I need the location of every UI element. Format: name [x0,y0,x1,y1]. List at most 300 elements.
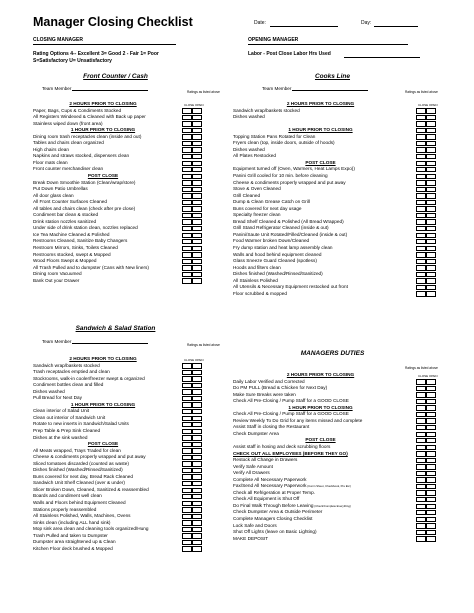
checklist-item-text: Glass Sneeze Guard Cleaned (spotless) [233,258,317,264]
close-rating-box[interactable] [182,488,192,493]
open-rating-box[interactable] [426,490,436,495]
close-rating-box[interactable] [416,504,426,509]
open-rating-box[interactable] [426,141,436,146]
close-rating-box[interactable] [182,141,192,146]
close-rating-box[interactable] [182,121,192,126]
close-rating-box[interactable] [182,134,192,139]
open-rating-box[interactable] [426,154,436,159]
open-rating-box[interactable] [192,128,202,133]
rating-boxes [182,233,202,238]
close-rating-box[interactable] [416,278,426,283]
rating-boxes [416,399,436,404]
checklist-item-text: Put Down Patio Umbrellas [33,186,88,192]
close-rating-box[interactable] [416,471,426,476]
open-rating-box[interactable] [192,488,202,493]
open-rating-box[interactable] [426,206,436,211]
rating-boxes [182,134,202,139]
close-rating-box[interactable] [182,514,192,519]
open-rating-box[interactable] [426,239,436,244]
close-rating-box[interactable] [182,474,192,479]
close-rating-box[interactable] [416,121,426,126]
close-rating-box[interactable] [416,239,426,244]
close-rating-box[interactable] [182,461,192,466]
open-rating-box[interactable] [192,259,202,264]
rating-boxes [182,514,202,519]
open-rating-box[interactable] [192,134,202,139]
open-rating-box[interactable] [192,376,202,381]
open-rating-box[interactable] [192,252,202,257]
open-rating-box[interactable] [192,154,202,159]
open-rating-box[interactable] [426,121,436,126]
open-rating-box[interactable] [426,405,436,410]
rating-boxes [182,507,202,512]
open-rating-box[interactable] [426,445,436,450]
close-rating-box[interactable] [182,442,192,447]
open-rating-box[interactable] [192,121,202,126]
close-rating-box[interactable] [182,422,192,427]
team-member-field[interactable] [292,90,368,91]
close-rating-box[interactable] [182,180,192,185]
checklist-item-text: Pull Bread for Next Day [33,395,82,401]
open-rating-box[interactable] [192,219,202,224]
checklist-item-text: 1 HOUR PRIOR TO CLOSING [288,127,353,133]
close-rating-box[interactable] [182,455,192,460]
rating-boxes [182,520,202,525]
close-rating-box[interactable] [182,501,192,506]
rating-boxes [182,448,202,453]
checklist-item-text: Bank Out your Drawer [33,277,80,283]
checklist-item-text: Dumpster area straightened up & Clean [33,539,116,545]
checklist-item-text: Paper, Bags, Cups & Condiments Stocked [33,107,122,113]
close-rating-box[interactable] [416,246,426,251]
open-rating-box[interactable] [192,147,202,152]
close-rating-box[interactable] [416,523,426,528]
close-rating-box[interactable] [182,187,192,192]
close-rating-box[interactable] [182,507,192,512]
close-rating-box[interactable] [416,272,426,277]
open-rating-box[interactable] [192,115,202,120]
rating-boxes [182,409,202,414]
open-rating-box[interactable] [192,527,202,532]
checklist-item-text: Dishes finished (Washed/Rinsed/Sanitized) [33,467,123,473]
close-rating-box[interactable] [416,425,426,430]
close-rating-box[interactable] [416,128,426,133]
close-rating-box[interactable] [416,161,426,166]
open-rating-box[interactable] [426,252,436,257]
team-member-label: Team Member [42,86,72,91]
checklist-item-text: Prep Table & Prep Sink Cleaned [33,428,101,434]
checklist-item-text: Dishes washed [233,146,265,152]
close-rating-box[interactable] [416,536,426,541]
close-rating-box[interactable] [416,134,426,139]
labor-field[interactable] [344,57,420,58]
open-rating-box[interactable] [192,442,202,447]
open-rating-box[interactable] [426,187,436,192]
close-rating-box[interactable] [182,193,192,198]
close-rating-box[interactable] [182,409,192,414]
close-rating-box[interactable] [182,396,192,401]
close-rating-box[interactable] [182,494,192,499]
open-rating-box[interactable] [192,246,202,251]
close-open-header: CLOSE OPEN [184,102,204,107]
open-rating-box[interactable] [192,540,202,545]
open-rating-box[interactable] [426,272,436,277]
close-rating-box[interactable] [416,405,426,410]
open-rating-box[interactable] [192,174,202,179]
close-rating-box[interactable] [416,484,426,489]
rating-options-line2: S=Satisfactory U= Unsatisfactory [33,58,112,64]
checklist-item-text: Sinks clean (including ALL hand sink) [33,519,111,525]
close-rating-box[interactable] [416,517,426,522]
close-rating-box[interactable] [416,392,426,397]
close-rating-box[interactable] [416,265,426,270]
open-rating-box[interactable] [192,435,202,440]
checklist-item-text: Food Warmer broken Down/Cleaned [233,238,310,244]
open-rating-box[interactable] [192,402,202,407]
rating-boxes [182,252,202,257]
close-rating-box[interactable] [182,402,192,407]
close-rating-box[interactable] [182,481,192,486]
close-rating-box[interactable] [182,435,192,440]
close-rating-box[interactable] [416,115,426,120]
open-rating-box[interactable] [192,370,202,375]
open-rating-box[interactable] [426,291,436,296]
close-rating-box[interactable] [416,379,426,384]
close-rating-box[interactable] [416,187,426,192]
checklist-item-text: Walls and Floors behind Equipment Cleaned [33,500,126,506]
open-rating-box[interactable] [192,474,202,479]
close-rating-box[interactable] [182,161,192,166]
open-rating-box[interactable] [192,272,202,277]
close-rating-box[interactable] [416,259,426,264]
open-rating-box[interactable] [426,278,436,283]
open-rating-box[interactable] [426,432,436,437]
open-rating-box[interactable] [426,115,436,120]
close-rating-box[interactable] [416,174,426,179]
open-rating-box[interactable] [426,484,436,489]
open-rating-box[interactable] [192,533,202,538]
close-rating-box[interactable] [416,291,426,296]
open-rating-box[interactable] [192,520,202,525]
close-rating-box[interactable] [182,206,192,211]
close-rating-box[interactable] [182,370,192,375]
close-rating-box[interactable] [416,233,426,238]
open-rating-box[interactable] [426,425,436,430]
rating-boxes [416,259,436,264]
rating-boxes [182,402,202,407]
team-member-field[interactable] [72,90,148,91]
close-rating-box[interactable] [416,180,426,185]
open-rating-box[interactable] [192,481,202,486]
sandwich-team-member [42,339,71,344]
close-rating-box[interactable] [416,213,426,218]
open-rating-box[interactable] [426,386,436,391]
open-rating-box[interactable] [192,265,202,270]
rating-boxes [182,461,202,466]
team-member-label: Team Member [262,86,292,91]
closing-manager-field[interactable] [33,44,176,45]
open-rating-box[interactable] [426,219,436,224]
close-rating-box[interactable] [182,252,192,257]
rating-boxes [182,468,202,473]
checklist-item-text: Assist staff in hosing and deck scrubbing floors [233,444,331,450]
close-rating-box[interactable] [182,246,192,251]
close-rating-box[interactable] [416,141,426,146]
close-rating-box[interactable] [416,285,426,290]
open-rating-box[interactable] [426,285,436,290]
close-rating-box[interactable] [182,115,192,120]
day-field[interactable] [374,26,418,27]
open-rating-box[interactable] [426,226,436,231]
open-rating-box[interactable] [192,187,202,192]
open-rating-box[interactable] [426,265,436,270]
rating-boxes [182,474,202,479]
open-rating-box[interactable] [426,108,436,113]
rating-boxes [182,422,202,427]
checklist-item-text: Sandwich wrap/baskets stocked [233,107,300,113]
close-rating-box[interactable] [416,108,426,113]
open-rating-box[interactable] [426,510,436,515]
open-rating-box[interactable] [192,514,202,519]
close-rating-box[interactable] [182,226,192,231]
open-rating-box[interactable] [426,464,436,469]
open-rating-box[interactable] [192,429,202,434]
open-rating-box[interactable] [426,504,436,509]
close-open-header: CLOSE OPEN [184,357,204,362]
open-rating-box[interactable] [192,461,202,466]
close-rating-box[interactable] [182,533,192,538]
rating-boxes [416,530,436,535]
open-rating-box[interactable] [192,383,202,388]
open-rating-box[interactable] [426,259,436,264]
rating-boxes [416,484,436,489]
open-rating-box[interactable] [426,147,436,152]
close-rating-box[interactable] [416,477,426,482]
open-rating-box[interactable] [426,471,436,476]
open-rating-box[interactable] [426,128,436,133]
open-rating-box[interactable] [426,517,436,522]
open-rating-box[interactable] [426,161,436,166]
close-rating-box[interactable] [182,429,192,434]
open-rating-box[interactable] [192,455,202,460]
close-rating-box[interactable] [182,272,192,277]
rating-boxes [416,425,436,430]
team-member-field[interactable] [72,343,148,344]
open-rating-box[interactable] [426,418,436,423]
open-rating-box[interactable] [192,494,202,499]
close-rating-box[interactable] [182,213,192,218]
close-rating-box[interactable] [416,432,426,437]
open-rating-box[interactable] [426,233,436,238]
checklist-item-text: Check All Pre-Closing / Pump Staff for a GOOD CLOSE [233,411,349,417]
close-rating-box[interactable] [182,265,192,270]
close-rating-box[interactable] [416,386,426,391]
close-rating-box[interactable] [416,458,426,463]
open-rating-box[interactable] [192,278,202,283]
close-rating-box[interactable] [182,239,192,244]
close-rating-box[interactable] [182,147,192,152]
close-rating-box[interactable] [182,219,192,224]
open-rating-box[interactable] [426,213,436,218]
open-rating-box[interactable] [192,363,202,368]
close-rating-box[interactable] [416,412,426,417]
close-rating-box[interactable] [416,530,426,535]
checklist-item [233,291,448,298]
open-rating-box[interactable] [426,193,436,198]
close-rating-box[interactable] [416,147,426,152]
open-rating-box[interactable] [192,200,202,205]
open-rating-box[interactable] [426,477,436,482]
checklist-item-text: Buns covered for next day usage [233,205,302,211]
close-rating-box[interactable] [182,154,192,159]
close-rating-box[interactable] [182,540,192,545]
close-rating-box[interactable] [182,527,192,532]
open-rating-box[interactable] [192,501,202,506]
checklist-item-text: Fryers clean (top, inside doors, outside of hoods) [233,140,335,146]
rating-boxes [416,154,436,159]
open-rating-box[interactable] [426,134,436,139]
open-rating-box[interactable] [426,200,436,205]
close-rating-box[interactable] [416,200,426,205]
close-rating-box[interactable] [416,418,426,423]
rating-boxes [182,540,202,545]
open-rating-box[interactable] [192,409,202,414]
close-rating-box[interactable] [182,200,192,205]
close-rating-box[interactable] [182,546,192,551]
open-rating-box[interactable] [192,448,202,453]
rating-boxes [416,285,436,290]
open-rating-box[interactable] [426,180,436,185]
open-rating-box[interactable] [426,536,436,541]
checklist-item-text: Daily Labor Verified and Corrected [233,378,305,384]
close-rating-box[interactable] [416,399,426,404]
close-rating-box[interactable] [182,389,192,394]
open-rating-box[interactable] [426,438,436,443]
open-rating-box[interactable] [426,392,436,397]
close-rating-box[interactable] [182,233,192,238]
open-rating-box[interactable] [192,422,202,427]
close-rating-box[interactable] [416,206,426,211]
rating-boxes [182,121,202,126]
open-rating-box[interactable] [192,468,202,473]
close-rating-box[interactable] [416,451,426,456]
open-rating-box[interactable] [192,108,202,113]
close-rating-box[interactable] [182,108,192,113]
open-rating-box[interactable] [426,246,436,251]
open-rating-box[interactable] [192,233,202,238]
open-rating-box[interactable] [192,167,202,172]
rating-boxes [182,193,202,198]
close-rating-box[interactable] [416,252,426,257]
close-rating-box[interactable] [182,520,192,525]
open-rating-box[interactable] [192,226,202,231]
opening-manager-label: OPENING MANAGER [248,37,299,43]
rating-boxes [416,161,436,166]
checklist-item-text: Slicer Broken Down, Cleaned, Sanitized & reassembled [33,486,149,492]
close-rating-box[interactable] [182,174,192,179]
close-rating-box[interactable] [416,497,426,502]
checklist-item-text: Lock Safe and Doors [233,522,277,528]
rating-boxes [416,458,436,463]
rating-boxes [416,464,436,469]
open-rating-box[interactable] [192,546,202,551]
close-rating-box[interactable] [416,219,426,224]
rating-boxes [416,291,436,296]
open-rating-box[interactable] [426,379,436,384]
rating-boxes [416,141,436,146]
close-rating-box[interactable] [416,464,426,469]
open-rating-box[interactable] [426,167,436,172]
close-rating-box[interactable] [182,278,192,283]
close-rating-box[interactable] [416,226,426,231]
open-rating-box[interactable] [426,497,436,502]
checklist-item-text: 1 HOUR PRIOR TO CLOSING [70,127,136,133]
open-rating-box[interactable] [192,507,202,512]
close-rating-box[interactable] [182,363,192,368]
open-rating-box[interactable] [426,412,436,417]
rating-boxes [416,504,436,509]
open-rating-box[interactable] [426,458,436,463]
open-rating-box[interactable] [192,193,202,198]
close-rating-box[interactable] [416,445,426,450]
open-rating-box[interactable] [192,161,202,166]
close-rating-box[interactable] [182,376,192,381]
labor-label: Labor - Post Close Labor Hrs Used [248,51,331,57]
open-rating-box[interactable] [192,389,202,394]
checklist-item-text: Buns covered for next day, Bread Rack Cleaned [33,473,133,479]
close-rating-box[interactable] [182,128,192,133]
open-rating-box[interactable] [192,213,202,218]
close-rating-box[interactable] [182,383,192,388]
page-title: Manager Closing Checklist [33,15,193,29]
open-rating-box[interactable] [426,451,436,456]
close-rating-box[interactable] [416,193,426,198]
open-rating-box[interactable] [192,239,202,244]
close-rating-box[interactable] [416,490,426,495]
open-rating-box[interactable] [192,180,202,185]
sandwich-list [33,356,243,552]
close-rating-box[interactable] [182,259,192,264]
close-rating-box[interactable] [416,167,426,172]
checklist-item-text: Clean interior of Salad Unit [33,408,90,414]
close-rating-box[interactable] [416,510,426,515]
date-field[interactable] [270,26,338,27]
checklist-item-text: Do PM PULL (Bread & Chicken for Next Day) [233,385,328,391]
close-rating-box[interactable] [182,468,192,473]
rating-boxes [416,128,436,133]
open-rating-box[interactable] [426,530,436,535]
opening-manager-field[interactable] [248,44,408,45]
close-rating-box[interactable] [416,154,426,159]
open-rating-box[interactable] [192,206,202,211]
close-rating-box[interactable] [182,448,192,453]
checklist-item-text: Kitchen Floor deck brushed & Mopped [33,545,113,551]
close-rating-box[interactable] [182,416,192,421]
open-rating-box[interactable] [192,141,202,146]
rating-boxes [416,438,436,443]
open-rating-box[interactable] [192,416,202,421]
rating-boxes [182,206,202,211]
checklist-item-text: Trash receptacles emptied and clean [33,369,110,375]
open-rating-box[interactable] [426,174,436,179]
open-rating-box[interactable] [426,399,436,404]
rating-boxes [416,265,436,270]
close-rating-box[interactable] [416,438,426,443]
rating-boxes [416,213,436,218]
open-rating-box[interactable] [426,523,436,528]
close-rating-box[interactable] [182,167,192,172]
open-rating-box[interactable] [192,396,202,401]
